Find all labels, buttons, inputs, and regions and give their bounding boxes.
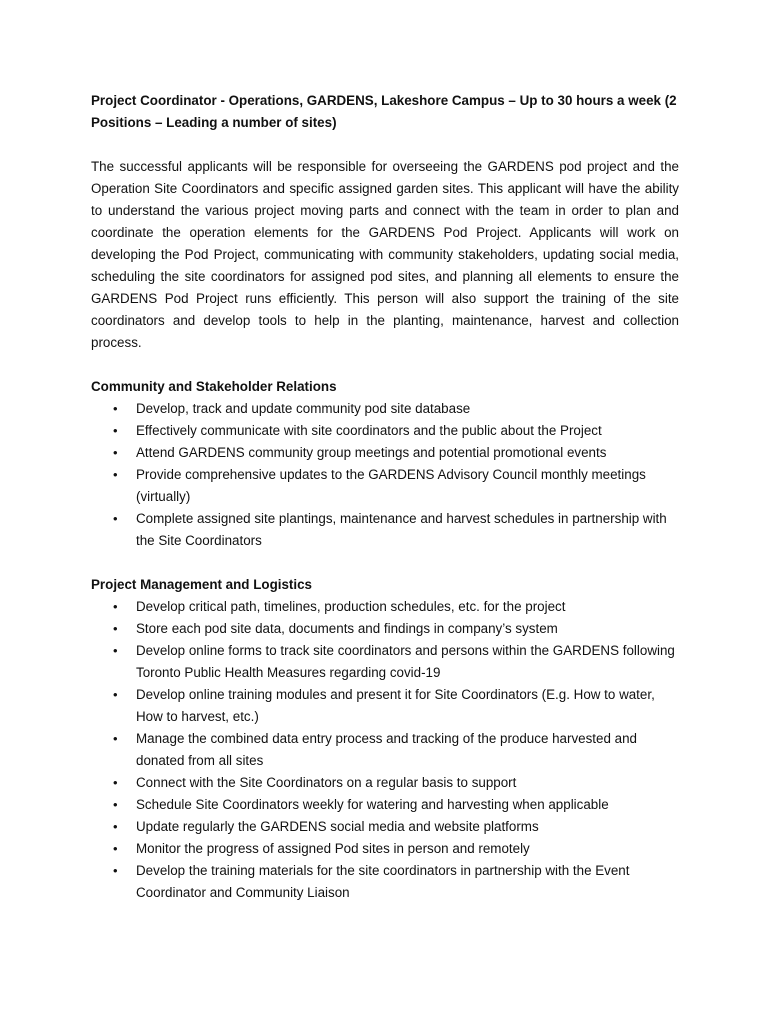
list-item-text: Provide comprehensive updates to the GARDENS Advisory Council monthly meetings (virtually): [136, 467, 646, 504]
bullet-icon: •: [113, 797, 118, 812]
list-item-text: Develop online training modules and present it for Site Coordinators (E.g. How to water, How to harvest, etc.): [136, 687, 655, 724]
list-item: [91, 794, 679, 816]
list-item-text: Monitor the progress of assigned Pod sites in person and remotely: [136, 841, 530, 856]
community-bullet-list: [91, 398, 679, 552]
list-item-text: Develop critical path, timelines, production schedules, etc. for the project: [136, 599, 566, 614]
list-item: [91, 618, 679, 640]
bullet-icon: •: [113, 775, 118, 790]
list-item: [91, 860, 679, 904]
list-item-text: Develop online forms to track site coordinators and persons within the GARDENS following Toronto Public Health Measures regarding covid-19: [136, 643, 675, 680]
document-page: [91, 90, 679, 904]
intro-paragraph: The successful applicants will be responsible for overseeing the GARDENS pod project and the Operation Site Coordinators and specific assigned garden sites. This applicant will have the ability to understand the various project moving parts and connect with the team in order to plan and coordinate the operation elements for the GARDENS Pod Project. Applicants will work on developing the Pod Project, communicating with community stakeholders, updating social media, scheduling the site coordinators for assigned pod sites, and planning all elements to ensure the GARDENS Pod Project runs efficiently. This person will also support the training of the site coordinators and develop tools to help in the planting, maintenance, harvest and collection process.: [91, 159, 679, 350]
section-heading-community: Community and Stakeholder Relations: [91, 379, 337, 394]
list-item: [91, 640, 679, 684]
list-item: [91, 684, 679, 728]
bullet-icon: •: [113, 467, 118, 482]
list-item-text: Develop the training materials for the site coordinators in partnership with the Event Coordinator and Community Liaison: [136, 863, 630, 900]
list-item-text: Connect with the Site Coordinators on a regular basis to support: [136, 775, 517, 790]
bullet-icon: •: [113, 643, 118, 658]
list-item: [91, 596, 679, 618]
bullet-icon: •: [113, 599, 118, 614]
list-item: [91, 442, 679, 464]
list-item: [91, 420, 679, 442]
project-management-bullet-list: [91, 596, 679, 904]
list-item: [91, 508, 679, 552]
list-item: [91, 398, 679, 420]
bullet-icon: •: [113, 621, 118, 636]
list-item-text: Update regularly the GARDENS social media and website platforms: [136, 819, 539, 834]
bullet-icon: •: [113, 423, 118, 438]
bullet-icon: •: [113, 841, 118, 856]
list-item: [91, 816, 679, 838]
list-item-text: Develop, track and update community pod site database: [136, 401, 471, 416]
list-item-text: Attend GARDENS community group meetings and potential promotional events: [136, 445, 607, 460]
page-title: Project Coordinator - Operations, GARDENS, Lakeshore Campus – Up to 30 hours a week (2 Positions – Leading a number of sites): [91, 93, 677, 130]
bullet-icon: •: [113, 511, 118, 526]
list-item: [91, 772, 679, 794]
section-heading-project-management: Project Management and Logistics: [91, 577, 312, 592]
bullet-icon: •: [113, 445, 118, 460]
list-item: [91, 838, 679, 860]
bullet-icon: •: [113, 819, 118, 834]
list-item-text: Manage the combined data entry process and tracking of the produce harvested and donated from all sites: [136, 731, 637, 768]
list-item: [91, 728, 679, 772]
bullet-icon: •: [113, 863, 118, 878]
list-item-text: Effectively communicate with site coordinators and the public about the Project: [136, 423, 602, 438]
bullet-icon: •: [113, 687, 118, 702]
bullet-icon: •: [113, 401, 118, 416]
bullet-icon: •: [113, 731, 118, 746]
list-item-text: Store each pod site data, documents and findings in company’s system: [136, 621, 558, 636]
list-item: [91, 464, 679, 508]
list-item-text: Schedule Site Coordinators weekly for watering and harvesting when applicable: [136, 797, 609, 812]
list-item-text: Complete assigned site plantings, maintenance and harvest schedules in partnership with the Site Coordinators: [136, 511, 667, 548]
